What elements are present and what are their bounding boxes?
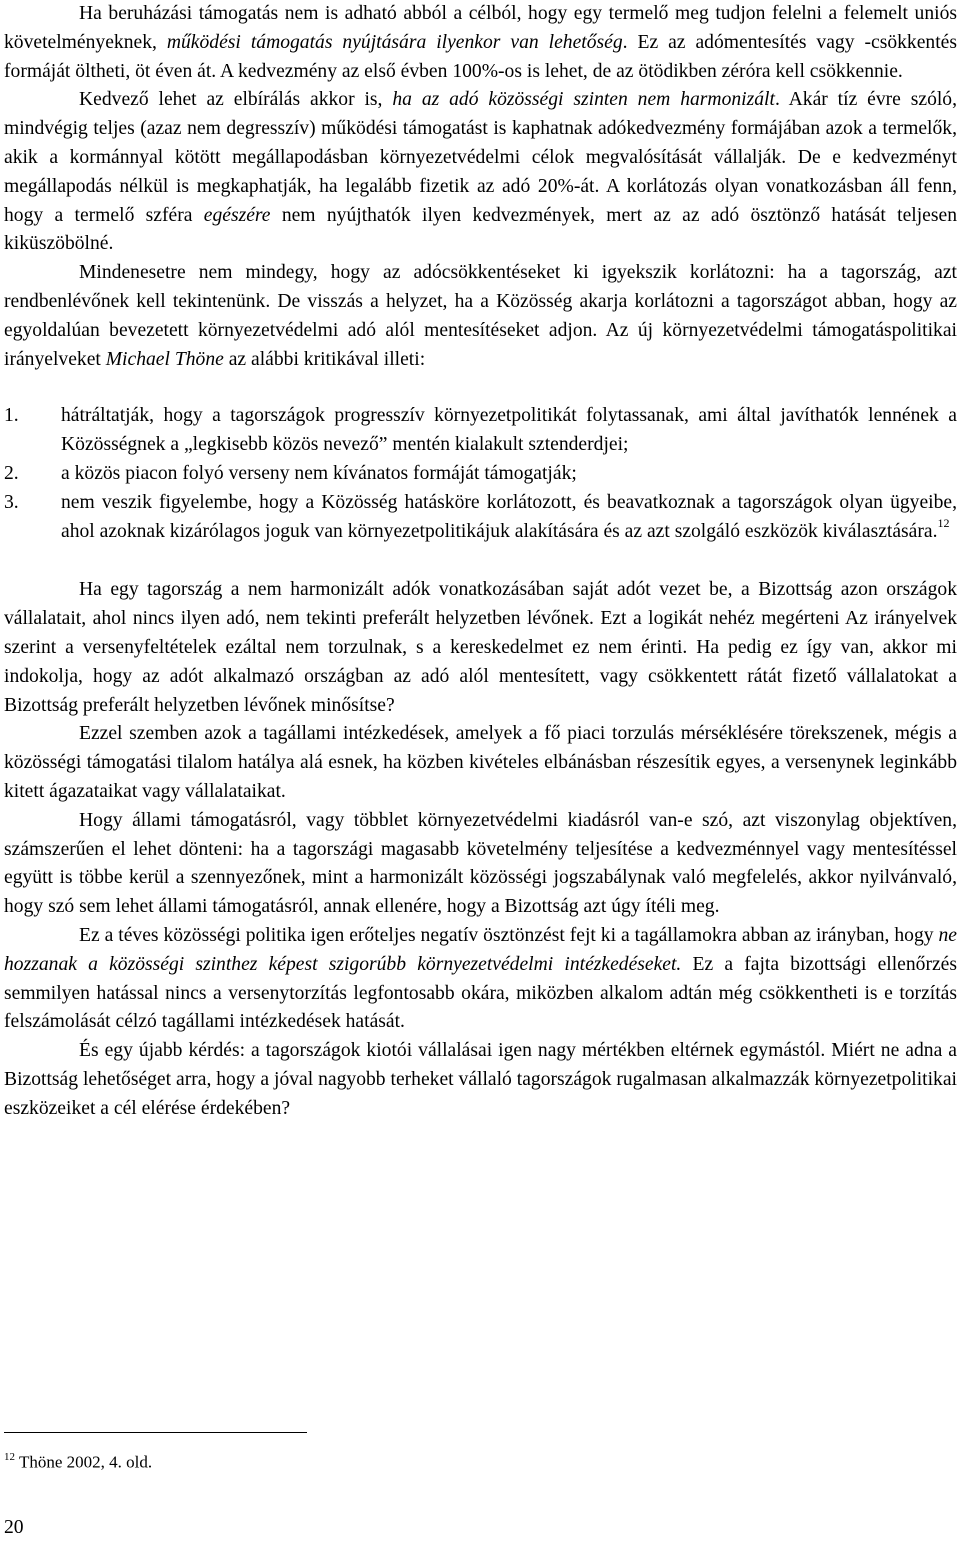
page-number: 20 [4, 1517, 24, 1538]
footnote-reference[interactable]: 12 [937, 516, 950, 531]
paragraph-6: Hogy állami támogatásról, vagy többlet környezetvédelmi kiadásról van-e szó, azt viszonylag objektíven, számszerűen el lehet dönteni: ha a tagországi magasabb követelmény teljesítése a kedvezménnyel vagy mentesítéssel együtt is többe kerül a szennyezőnek, mint a harmonizált közösségi jogszabálynak való megfelelés, akkor nyilvánvaló, hogy szó sem lehet állami támogatásról, annak ellenére, hogy a Bizottság azt úgy ítéli meg. [4, 809, 957, 918]
list-item-text: nem veszik figyelembe, hogy a Közösség hatásköre korlátozott, és beavatkoznak a tagországok olyan ügyeibe, ahol azoknak kizárólagos joguk van környezetpolitikájuk alakítására és az azt szolgáló eszközök kiválasztására. [61, 491, 957, 542]
text-segment: Kedvező lehet az elbírálás akkor is, [79, 89, 393, 111]
footnote-number: 12 [4, 1451, 15, 1463]
paragraph-8: És egy újabb kérdés: a tagországok kiotói vállalásai igen nagy mértékben eltérnek egymástól. Miért ne adna a Bizottság lehetőséget arra, hogy a jóval nagyobb terheket vállaló tagországok rugalmasan alkalmazzák környezetpolitikai eszközeiket a cél elérése érdekében? [4, 1040, 957, 1119]
text-segment: Ez a téves közösségi politika igen erőteljes negatív ösztönzést fejt ki a tagállamokra abban az irányban, hogy [79, 924, 939, 946]
emphasis-text: ne hozzanak a közösségi szinthez képest szigorúbb környezetvédelmi intézkedéseket. [4, 924, 957, 975]
list-item-number: 1. [4, 405, 19, 427]
emphasis-text: működési támogatás nyújtására ilyenkor van lehetőség [166, 31, 623, 53]
list-item-text: a közös piacon folyó verseny nem kívánatos formáját támogatják; [61, 462, 577, 484]
text-segment: Ez a fajta bizottsági ellenőrzés semmilyen hatással nincs a versenytorzítás legfontosabb okára, miközben alkalom adtán még csökkentheti is e torzítás felszámolását célzó tagállami intézkedések hatását. [4, 953, 957, 1033]
footnote-text: Thöne 2002, 4. old. [15, 1452, 153, 1472]
author-name: Michael Thöne [105, 348, 224, 370]
paragraph-1 [4, 0, 957, 86]
paragraph-7 [4, 922, 957, 1037]
document-page [4, 0, 958, 1538]
text-segment: Ha beruházási támogatás nem is adható abból a célból, hogy egy termelő meg tudjon felelni a felemelt uniós követelményeknek, [4, 3, 957, 53]
emphasis-text: egészére [203, 204, 271, 226]
list-item [4, 460, 957, 489]
text-segment: nem nyújthatók ilyen kedvezmények, mert az az adó ösztönző hatását teljesen kiküszöbölné. [4, 204, 957, 255]
list-item [4, 402, 957, 460]
spacer [4, 546, 957, 576]
list-item [4, 489, 957, 547]
footnote [4, 1446, 152, 1475]
paragraph-5: Ezzel szemben azok a tagállami intézkedések, amelyek a fő piaci torzulás mérséklésére törekszenek, mégis a közösségi támogatási tilalom hatálya alá esnek, ha közben kivételes elbánásban részesítik egyes, a versenynek leginkább kitett ágazataikat vagy vállalataikat. [4, 723, 957, 802]
emphasis-text: ha az adó közösségi szinten nem harmonizált [392, 89, 775, 111]
paragraph-4: Ha egy tagország a nem harmonizált adók vonatkozásában saját adót vezet be, a Bizottság azon országok vállalatait, ahol nincs ilyen adó, nem tekinti preferált helyzetben lévőnek. Ezt a logikát nehéz megérteni Az irányelvek szerint a versenyfeltételek ezáltal nem torzulnak, s a kereskedelmet ez nem érinti. Ha pedig ez így van, akkor mi indokolja, hogy az adót alkalmazó országban az adó alól mentesített, vagy csökkentett rátát fizető vállalatokat a Bizottság preferált helyzetben lévőnek minősítse? [4, 579, 957, 716]
list-item-number: 3. [4, 491, 19, 513]
text-segment: . Akár tíz évre szóló, mindvégig teljes (azaz nem degresszív) működési támogatást is kaphatnak adókedvezmény formájában azok a termelők, akik a kormánnyal kötött megállapodásban környezetvédelmi célok megvalósítását vállalják. De e kedvezményt megállapodás nélkül is megkaphatják, ha legalább fizetik az adó 20%-át. A korlátozás olyan vonatkozásban áll fenn, hogy a termelő szféra [4, 89, 958, 226]
criticism-list [4, 402, 957, 546]
list-item-number: 2. [4, 462, 19, 484]
text-segment: Mindenesetre nem mindegy, hogy az adócsökkentéseket ki igyekszik korlátozni: ha a tagország, azt rendbenlévőnek kell tekintenünk. De visszás a helyzet, ha a Közösség akarja korlátozni a tagországot abban, hogy az egyoldalúan bevezetett környezetvédelmi adó alól mentesítéseket adjon. Az új környezetvédelmi támogatáspolitikai irányelveket [4, 262, 957, 370]
text-segment: . Ez az adómentesítés vagy -csökkentés formáját öltheti, öt éven át. A kedvezmény az első évben 100%-os is lehet, de az ötödikben zéróra kell csökkennie. [4, 31, 957, 82]
paragraph-3 [4, 259, 957, 374]
paragraph-2 [4, 86, 957, 259]
text-segment: az alábbi kritikával illeti: [223, 348, 426, 370]
footnote-separator [4, 1432, 307, 1433]
list-item-text: hátráltatják, hogy a tagországok progresszív környezetpolitikát folytassanak, ami által javíthatók lennének a Közösségnek a „legkisebb közös nevező” mentén kialakult sztenderdjei; [61, 405, 957, 456]
